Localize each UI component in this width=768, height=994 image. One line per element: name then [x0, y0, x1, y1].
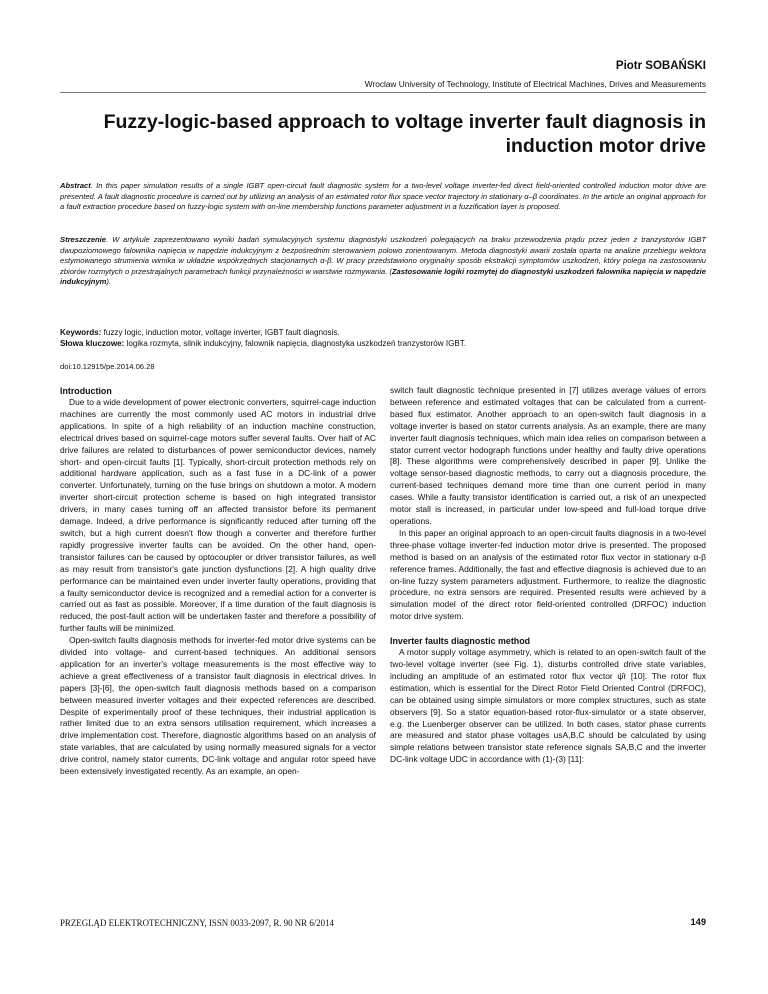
- intro-paragraph-2: Open-switch faults diagnosis methods for inverter-fed motor drive systems can be divided into voltage- and current-based techniques. An additional sensors application for an inverter's voltage measurements is the most effective way to achieve a great effectiveness of a transistor fault diagnosis in electrical drives. In papers [3]-[6], the open-switch fault diagnosis methods based on a comparison between measured inverter voltages and their expected references are described. Despite of experimentally proof of these techniques, their industrial application is rather limited due to an extra sensors utilisation requirement, which increases a drive implementation cost. Therefore, diagnostic algorithms based on an analysis of state variables, that are calculated by using normally measured signals for a vector drive control, namely stator currents, DC-link voltage and angular rotor speed have been extensively investigated recently. As an example, an open-: [60, 635, 376, 777]
- keywords-block: [60, 327, 706, 349]
- abstract: [60, 181, 706, 213]
- abstract-text: . In this paper simulation results of a single IGBT open-circuit fault diagnostic system for a two-level voltage inverter-fed direct field-oriented controlled induction motor drive are presented. A fault diagnostic procedure is carried out by utilizing an analysis of an estimated rotor flux space vector trajectory in stationary α–β coordinates. In the article an original approach for a fault extraction procedure based on fuzzy-logic system with on-line membership functions parameter adjustment in a fuzzification layer is proposed.: [60, 181, 706, 212]
- paper-title: Fuzzy-logic-based approach to voltage inverter fault diagnosis in induction motor drive: [103, 111, 706, 157]
- section-gap: [390, 623, 706, 635]
- keywords-en-label: Keywords:: [60, 328, 102, 337]
- left-column: [60, 385, 376, 778]
- keywords-pl-text: logika rozmyta, silnik indukcyjny, falownik napięcia, diagnostyka uszkodzeń tranzystorów IGBT.: [124, 339, 467, 348]
- affiliation: Wroclaw University of Technology, Institute of Electrical Machines, Drives and Measurements: [364, 79, 706, 89]
- method-paragraph: A motor supply voltage asymmetry, which is related to an open-switch fault of the two-level voltage inverter (see Fig. 1), disturbs controlled drive state variables, including an amplitude of an estimated rotor flux vector ψ̂r [10]. The rotor flux estimation, which is essential for the Direct Rotor Field Oriented Control (DRFOC), can be obtained using simple simulators or more complex structures, such as state observers [9]. So a stator equation-based rotor-flux-simulator or a state observer, e.g. the Luenberger observer can be utilized. In both cases, stator phase currents are measured and stator phase voltages usA,B,C should be calculated by using simple relations between transistor state reference signals SA,B,C and the inverter DC-link voltage UDC in accordance with (1)-(3) [11]:: [390, 647, 706, 765]
- keywords-en: [60, 327, 706, 338]
- intro-paragraph-1: Due to a wide development of power electronic converters, squirrel-cage induction machines are currently the most commonly used AC motors in industrial drive applications. In spite of a high reliability of an induction machine construction, electrical drives based on squirrel-cage motors suffer several faults. Over half of AC drive failures are related to disturbances of power semiconductor devices, namely short- and open-circuit faults [1]. Typically, short-circuit protection methods rely on additional hardware application, such as a fast fuse in a DC-link of a power converter. Unfortunately, turning on the fuse brings on shutdown a motor. A modern inverter short-circuit protection scheme is based on high integrated transistor drivers, in many cases turning off an affected transistor before its permanent damage. Indeed, a drive performance is significantly reduced after turning off the switch, but a high current doesn't flow though a converter and therefore further rapidly progressive inverter faults can be avoided. On the other hand, open-transistor failures can be caused by optocoupler or driver transistor failures, as well as may result from transistor's gate junction dysfunctions [2]. A high quality drive performance can be maintained even under inverter faulty operations, providing that a faulty semiconductor device is recognized and a remedial action for a converter is carried out as fast as possible. Moreover, if a time duration of the fault diagnosis is reduced, the post-fault action will be undertaken faster and therefore a possibility of further faults will be minimized.: [60, 397, 376, 634]
- doi: doi:10.12915/pe.2014.06.28: [60, 362, 155, 371]
- keywords-pl: [60, 338, 706, 349]
- streszczenie-text: . W artykule zaprezentowano wyniki badań symulacyjnych systemu diagnostyki uszkodzeń polegających na braku przewodzenia prądu przez jeden z tranzystorów IGBT dwupoziomowego falownika napięcia w napędzie indukcyjnym z bezpośrednim sterowaniem polowo zorientowanym. Metoda diagnostyki awarii została oparta na analizie przebiegu wektora estymowanego strumienia wirnika w układzie współrzędnych stacjonarnych α-β. W pracy przedstawiono oryginalny sposób ekstrakcji symptomów uszkodzeń, który polega na zastosowaniu zbiorów rozmytych o przestrajalnych parametrach funkcji przynależności w warstwie rozmywania. (: [60, 235, 706, 276]
- right-paragraph-1: switch fault diagnostic technique presented in [7] utilizes average values of errors between reference and estimated voltages that can be calculated from a current-based flux estimator. Another approach to an open-switch fault diagnosis in a voltage inverter is based on stator currents analysis. As an example, there are many inverter fault diagnosis techniques, which main idea relies on comparison between a stator current vector hodograph functions under healthy and faulty drive operations [8]. These algorithms were comprehensively described in paper [9]. Unlike the voltage sensor-based diagnostic methods, to carry out a diagnosis procedure, the current-based techniques demand more time than one current period in many cases. While a faulty transistor identification is carried out, a risk of an unexpected motor stall is increased, in particular under low-speed and full-load torque drive operations.: [390, 385, 706, 526]
- introduction-heading: Introduction: [60, 386, 112, 396]
- right-column: [390, 385, 706, 766]
- method-heading: Inverter faults diagnostic method: [390, 636, 531, 647]
- streszczenie: [60, 235, 706, 288]
- header-rule: [60, 92, 706, 93]
- page-number: 149: [690, 917, 706, 927]
- abstract-label: Abstract: [60, 181, 91, 190]
- streszczenie-label: Streszczenie: [60, 235, 107, 244]
- streszczenie-end: ).: [106, 277, 112, 287]
- journal-footer: PRZEGLĄD ELEKTROTECHNICZNY, ISSN 0033-2097, R. 90 NR 6/2014: [60, 918, 334, 928]
- author-name: Piotr SOBAŃSKI: [615, 60, 706, 72]
- right-paragraph-2: In this paper an original approach to an open-circuit faults diagnosis in a two-level three-phase voltage inverter-fed induction motor drive is presented. The proposed method is based on an analysis of the estimated rotor flux vector in stationary α-β reference frames. Additionally, the fast and effective diagnosis is achieved due to an on-line fuzzy system parameters adjustment. Furthermore, to realize the diagnostic procedure, no extra sensors are required. Presented results were achieved by a simulation model of the direct rotor field-oriented controlled (DRFOC) induction motor drive system.: [390, 527, 706, 622]
- streszczenie-polish-title: Zastosowanie logiki rozmytej do diagnostyki uszkodzeń falownika napięcia w napędzie indukcyjnym: [60, 266, 706, 287]
- keywords-en-text: fuzzy logic, induction motor, voltage inverter, IGBT fault diagnosis.: [101, 328, 340, 337]
- keywords-pl-label: Słowa kluczowe:: [60, 339, 125, 348]
